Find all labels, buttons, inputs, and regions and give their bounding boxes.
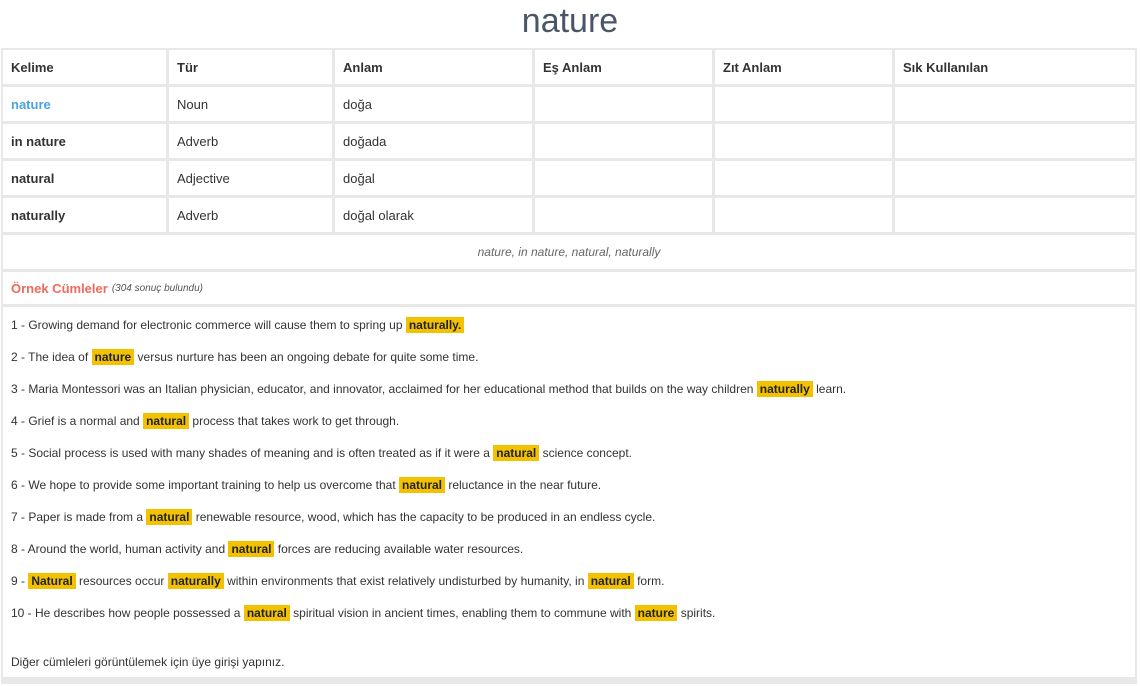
word-meaning: doğada: [335, 124, 532, 158]
sentence-list: [11, 315, 1127, 635]
word-forms-summary: nature, in nature, natural, naturally: [3, 235, 1135, 269]
highlighted-keyword: natural: [244, 605, 290, 621]
sentence-text: reluctance in the near future.: [445, 478, 602, 492]
word-antonym: [715, 124, 892, 158]
sentence-text: 3 - Maria Montessori was an Italian physician, educator, and innovator, acclaimed for her educational method that builds on the way children: [11, 382, 757, 396]
header-antonym: Zıt Anlam: [715, 50, 892, 84]
word-frequent: [895, 87, 1135, 121]
word-synonym: [535, 124, 712, 158]
sentence-text: science concept.: [539, 446, 632, 460]
header-synonym: Eş Anlam: [535, 50, 712, 84]
header-meaning: Anlam: [335, 50, 532, 84]
example-sentence: [11, 347, 1127, 379]
sentence-text: renewable resource, wood, which has the capacity to be produced in an endless cycle.: [192, 510, 656, 524]
highlighted-keyword: natural: [146, 509, 192, 525]
sentence-text: 6 - We hope to provide some important training to help us overcome that: [11, 478, 399, 492]
highlighted-keyword: nature: [92, 349, 135, 365]
example-sentence: [11, 411, 1127, 443]
highlighted-keyword: naturally.: [406, 317, 464, 333]
sentence-text: 10 - He describes how people possessed a: [11, 606, 244, 620]
word-cell: in nature: [3, 124, 166, 158]
highlighted-keyword: natural: [143, 413, 189, 429]
example-sentence: [11, 379, 1127, 411]
example-sentence: [11, 475, 1127, 507]
sentence-text: versus nurture has been an ongoing debate for quite some time.: [134, 350, 479, 364]
sentence-text: process that takes work to get through.: [189, 414, 400, 428]
highlighted-keyword: Natural: [28, 573, 75, 589]
highlighted-keyword: naturally: [168, 573, 224, 589]
sentence-text: learn.: [812, 382, 847, 396]
word-link[interactable]: nature: [3, 87, 166, 121]
example-sentence: [11, 315, 1127, 347]
sentence-text: spirits.: [677, 606, 716, 620]
sentence-text: 1 - Growing demand for electronic commerce will cause them to spring up: [11, 318, 406, 332]
word-synonym: [535, 198, 712, 232]
header-frequent: Sık Kullanılan: [895, 50, 1135, 84]
highlighted-keyword: natural: [399, 477, 445, 493]
sentence-text: 2 - The idea of: [11, 350, 92, 364]
example-sentence: [11, 443, 1127, 475]
header-word: Kelime: [3, 50, 166, 84]
example-sentence: [11, 571, 1127, 603]
word-meaning: doğa: [335, 87, 532, 121]
highlighted-keyword: naturally: [757, 381, 813, 397]
dictionary-panel: [1, 48, 1137, 684]
highlighted-keyword: nature: [635, 605, 678, 621]
highlighted-keyword: natural: [493, 445, 539, 461]
word-cell: natural: [3, 161, 166, 195]
highlighted-keyword: natural: [588, 573, 634, 589]
word-cell: naturally: [3, 198, 166, 232]
word-meaning: doğal olarak: [335, 198, 532, 232]
example-sentence: [11, 603, 1127, 635]
word-type: Adjective: [169, 161, 332, 195]
highlighted-keyword: natural: [228, 541, 274, 557]
page-title: nature: [521, 2, 619, 40]
word-type: Noun: [169, 87, 332, 121]
word-table: [3, 50, 1135, 269]
sentence-text: 5 - Social process is used with many shades of meaning and is often treated as if it were a: [11, 446, 494, 460]
word-antonym: [715, 87, 892, 121]
word-frequent: [895, 198, 1135, 232]
examples-title: Örnek Cümleler: [11, 280, 108, 296]
word-type: Adverb: [169, 124, 332, 158]
sentence-text: 8 - Around the world, human activity and: [11, 542, 229, 556]
word-synonym: [535, 87, 712, 121]
word-synonym: [535, 161, 712, 195]
example-sentence: [11, 507, 1127, 539]
header-type: Tür: [169, 50, 332, 84]
word-antonym: [715, 161, 892, 195]
login-note: Diğer cümleleri görüntülemek için üye girişi yapınız.: [11, 655, 285, 669]
sentence-text: spiritual vision in ancient times, enabling them to commune with: [289, 606, 635, 620]
word-meaning: doğal: [335, 161, 532, 195]
word-frequent: [895, 161, 1135, 195]
sentence-text: form.: [633, 574, 665, 588]
word-type: Adverb: [169, 198, 332, 232]
sentence-text: forces are reducing available water resources.: [274, 542, 524, 556]
example-sentences: [3, 307, 1135, 677]
sentence-text: 9 -: [11, 574, 29, 588]
sentence-text: 7 - Paper is made from a: [11, 510, 147, 524]
word-frequent: [895, 124, 1135, 158]
examples-header: [3, 272, 1135, 304]
examples-count: (304 sonuç bulundu): [111, 282, 204, 294]
sentence-text: resources occur: [75, 574, 168, 588]
word-antonym: [715, 198, 892, 232]
sentence-text: within environments that exist relatively undisturbed by humanity, in: [223, 574, 588, 588]
example-sentence: [11, 539, 1127, 571]
sentence-text: 4 - Grief is a normal and: [11, 414, 144, 428]
